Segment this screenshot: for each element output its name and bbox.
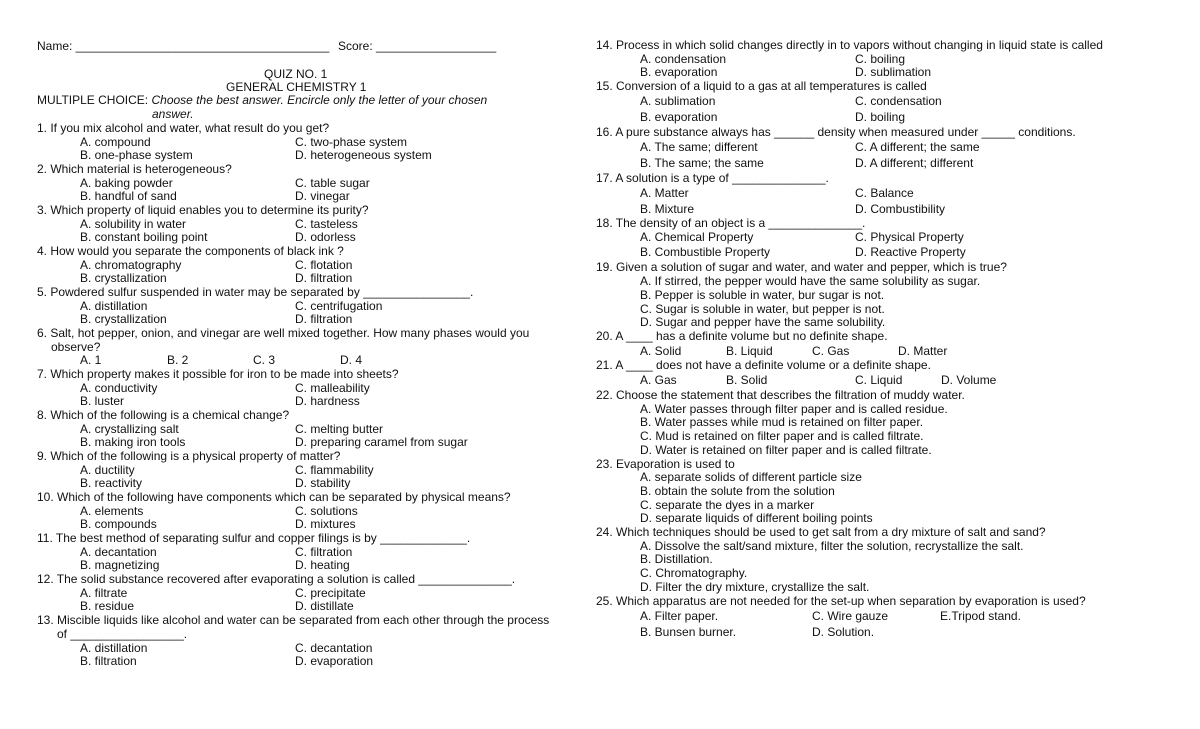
question-text: 3. Which property of liquid enables you to determine its purity? bbox=[37, 203, 369, 217]
choice-b[interactable]: B. 2 bbox=[167, 353, 189, 367]
question-text: 25. Which apparatus are not needed for the set-up when separation by evaporation is used? bbox=[596, 594, 1086, 608]
choice-a[interactable]: A. conductivity bbox=[80, 381, 158, 395]
choice-d[interactable]: D. Sugar and pepper have the same solubility. bbox=[640, 315, 886, 329]
choice-d[interactable]: D. mixtures bbox=[295, 517, 356, 531]
question-text: 11. The best method of separating sulfur and copper filings is by _____________. bbox=[37, 531, 471, 545]
choice-d[interactable]: D. Solution. bbox=[812, 625, 875, 639]
choice-c[interactable]: C. table sugar bbox=[295, 176, 370, 190]
choice-a[interactable]: A. Gas bbox=[640, 373, 677, 387]
question-text: 6. Salt, hot pepper, onion, and vinegar are well mixed together. How many phases would you bbox=[37, 326, 530, 340]
question-text: 1. If you mix alcohol and water, what result do you get? bbox=[37, 121, 330, 135]
choice-d[interactable]: D. 4 bbox=[340, 353, 363, 367]
choice-b[interactable]: B. magnetizing bbox=[80, 558, 160, 572]
choice-c[interactable]: C. boiling bbox=[855, 52, 906, 66]
choice-c[interactable]: C. decantation bbox=[295, 641, 373, 655]
question-text: 4. How would you separate the components of black ink ? bbox=[37, 244, 344, 258]
question-text: 7. Which property makes it possible for iron to be made into sheets? bbox=[37, 367, 399, 381]
choice-c[interactable]: C. Wire gauze bbox=[812, 609, 889, 623]
choice-d[interactable]: D. sublimation bbox=[855, 65, 932, 79]
choice-c[interactable]: C. Sugar is soluble in water, but pepper is not. bbox=[640, 302, 885, 316]
choice-a[interactable]: A. solubility in water bbox=[80, 217, 187, 231]
choice-a[interactable]: A. Water passes through filter paper and is called residue. bbox=[640, 402, 948, 416]
choice-b[interactable]: B. crystallization bbox=[80, 271, 167, 285]
choice-a[interactable]: A. elements bbox=[80, 504, 144, 518]
question-text: 21. A ____ does not have a definite volume or a definite shape. bbox=[596, 358, 931, 372]
choice-b[interactable]: B. Distillation. bbox=[640, 552, 713, 566]
choice-d[interactable]: D. Matter bbox=[898, 344, 948, 358]
choice-b[interactable]: B. The same; the same bbox=[640, 156, 764, 170]
choice-c[interactable]: C. separate the dyes in a marker bbox=[640, 498, 815, 512]
choice-b[interactable]: B. Liquid bbox=[726, 344, 773, 358]
choice-e[interactable]: E.Tripod stand. bbox=[940, 609, 1021, 623]
choice-a[interactable]: A. ductility bbox=[80, 463, 135, 477]
choice-d[interactable]: D. boiling bbox=[855, 110, 906, 124]
choice-b[interactable]: B. Mixture bbox=[640, 202, 695, 216]
question-text: 20. A ____ has a definite volume but no definite shape. bbox=[596, 329, 888, 343]
choice-b[interactable]: B. one-phase system bbox=[80, 148, 193, 162]
choice-a[interactable]: A. Solid bbox=[640, 344, 682, 358]
choice-b[interactable]: B. Combustible Property bbox=[640, 245, 771, 259]
choice-b[interactable]: B. Pepper is soluble in water, bur sugar is not. bbox=[640, 288, 885, 302]
choice-c[interactable]: C. 3 bbox=[253, 353, 276, 367]
choice-b[interactable]: B. constant boiling point bbox=[80, 230, 208, 244]
choice-d[interactable]: D. Filter the dry mixture, crystallize the salt. bbox=[640, 580, 870, 594]
choice-a[interactable]: A. filtrate bbox=[80, 586, 128, 600]
choice-a[interactable]: A. chromatography bbox=[80, 258, 182, 272]
choice-b[interactable]: B. evaporation bbox=[640, 65, 718, 79]
choice-b[interactable]: B. obtain the solute from the solution bbox=[640, 484, 835, 498]
choice-b[interactable]: B. crystallization bbox=[80, 312, 167, 326]
choice-b[interactable]: B. making iron tools bbox=[80, 435, 186, 449]
choice-c[interactable]: C. Balance bbox=[855, 186, 914, 200]
choice-d[interactable]: D. Reactive Property bbox=[855, 245, 966, 259]
choice-c[interactable]: C. flammability bbox=[295, 463, 374, 477]
question-text: 13. Miscible liquids like alcohol and water can be separated from each other through the process bbox=[37, 613, 550, 627]
question-text: 15. Conversion of a liquid to a gas at all temperatures is called bbox=[596, 79, 927, 93]
choice-b[interactable]: B. residue bbox=[80, 599, 135, 613]
choice-d[interactable]: D. Volume bbox=[941, 373, 997, 387]
choice-c[interactable]: C. tasteless bbox=[295, 217, 358, 231]
choice-c[interactable]: C. A different; the same bbox=[855, 140, 980, 154]
choice-d[interactable]: D. Water is retained on filter paper and is called filtrate. bbox=[640, 443, 932, 457]
choice-a[interactable]: A. 1 bbox=[80, 353, 102, 367]
choice-d[interactable]: D. filtration bbox=[295, 312, 353, 326]
question-text: 23. Evaporation is used to bbox=[596, 457, 735, 471]
question-text: 10. Which of the following have components which can be separated by physical means? bbox=[37, 490, 511, 504]
choice-a[interactable]: A. baking powder bbox=[80, 176, 173, 190]
choice-a[interactable]: A. The same; different bbox=[640, 140, 758, 154]
choice-a[interactable]: A. Chemical Property bbox=[640, 230, 754, 244]
choice-d[interactable]: D. odorless bbox=[295, 230, 356, 244]
choice-a[interactable]: A. distillation bbox=[80, 299, 148, 313]
choice-c[interactable]: C. condensation bbox=[855, 94, 942, 108]
choice-d[interactable]: D. distillate bbox=[295, 599, 354, 613]
choice-c[interactable]: C. filtration bbox=[295, 545, 353, 559]
choice-c[interactable]: C. Physical Property bbox=[855, 230, 964, 244]
choice-c[interactable]: C. Gas bbox=[812, 344, 850, 358]
choice-c[interactable]: C. centrifugation bbox=[295, 299, 383, 313]
choice-a[interactable]: A. Filter paper. bbox=[640, 609, 719, 623]
section-label: MULTIPLE CHOICE: bbox=[37, 93, 149, 107]
question-text: 8. Which of the following is a chemical change? bbox=[37, 408, 290, 422]
choice-d[interactable]: D. heating bbox=[295, 558, 350, 572]
choice-a[interactable]: A. Matter bbox=[640, 186, 689, 200]
choice-a[interactable]: A. crystallizing salt bbox=[80, 422, 179, 436]
choice-b[interactable]: B. luster bbox=[80, 394, 125, 408]
question-text: 19. Given a solution of sugar and water, and water and pepper, which is true? bbox=[596, 260, 1007, 274]
question-text: 22. Choose the statement that describes the filtration of muddy water. bbox=[596, 388, 965, 402]
choice-b[interactable]: B. filtration bbox=[80, 654, 137, 668]
choice-a[interactable]: A. condensation bbox=[640, 52, 727, 66]
question-text: 14. Process in which solid changes directly in to vapors without changing in liquid state is called bbox=[596, 38, 1103, 52]
choice-c[interactable]: C. precipitate bbox=[295, 586, 366, 600]
choice-c[interactable]: C. malleability bbox=[295, 381, 370, 395]
question-text-cont: of _________________. bbox=[57, 627, 188, 641]
choice-b[interactable]: B. reactivity bbox=[80, 476, 143, 490]
question-text-cont: observe? bbox=[51, 340, 101, 354]
choice-c[interactable]: C. Mud is retained on filter paper and is called filtrate. bbox=[640, 429, 924, 443]
name-field-label: Name: ______________________________________ bbox=[37, 39, 330, 53]
choice-d[interactable]: D. separate liquids of different boiling points bbox=[640, 511, 873, 525]
choice-b[interactable]: B. evaporation bbox=[640, 110, 718, 124]
choice-d[interactable]: D. filtration bbox=[295, 271, 353, 285]
choice-b[interactable]: B. compounds bbox=[80, 517, 157, 531]
instructions-line1: Choose the best answer. Encircle only the letter of your chosen bbox=[151, 93, 488, 107]
choice-d[interactable]: D. stability bbox=[295, 476, 351, 490]
score-field-label: Score: __________________ bbox=[338, 39, 497, 53]
choice-a[interactable]: A. If stirred, the pepper would have the same solubility as sugar. bbox=[640, 274, 981, 288]
choice-d[interactable]: D. Combustibility bbox=[855, 202, 946, 216]
question-text: 17. A solution is a type of ______________. bbox=[596, 171, 829, 185]
choice-b[interactable]: B. Solid bbox=[726, 373, 768, 387]
question-text: 16. A pure substance always has ______ density when measured under _____ conditions. bbox=[596, 125, 1076, 139]
choice-c[interactable]: C. two-phase system bbox=[295, 135, 408, 149]
question-text: 18. The density of an object is a ______________. bbox=[596, 216, 866, 230]
choice-a[interactable]: A. decantation bbox=[80, 545, 157, 559]
choice-d[interactable]: D. vinegar bbox=[295, 189, 350, 203]
question-text: 24. Which techniques should be used to get salt from a dry mixture of salt and sand? bbox=[596, 525, 1046, 539]
choice-c[interactable]: C. solutions bbox=[295, 504, 358, 518]
choice-b[interactable]: B. Bunsen burner. bbox=[640, 625, 737, 639]
choice-c[interactable]: C. Chromatography. bbox=[640, 566, 748, 580]
choice-d[interactable]: D. evaporation bbox=[295, 654, 374, 668]
instructions bbox=[37, 93, 487, 107]
subject-title: GENERAL CHEMISTRY 1 bbox=[226, 80, 367, 94]
question-text: 12. The solid substance recovered after evaporating a solution is called ______________. bbox=[37, 572, 516, 586]
choice-b[interactable]: B. Water passes while mud is retained on filter paper. bbox=[640, 415, 924, 429]
choice-c[interactable]: C. flotation bbox=[295, 258, 353, 272]
choice-a[interactable]: A. separate solids of different particle size bbox=[640, 470, 862, 484]
choice-d[interactable]: D. hardness bbox=[295, 394, 360, 408]
choice-c[interactable]: C. Liquid bbox=[855, 373, 903, 387]
choice-a[interactable]: A. distillation bbox=[80, 641, 148, 655]
question-text: 5. Powdered sulfur suspended in water may be separated by ________________. bbox=[37, 285, 474, 299]
question-text: 9. Which of the following is a physical property of matter? bbox=[37, 449, 341, 463]
choice-d[interactable]: D. heterogeneous system bbox=[295, 148, 432, 162]
instructions-line2: answer. bbox=[152, 107, 194, 121]
choice-a[interactable]: A. compound bbox=[80, 135, 151, 149]
choice-a[interactable]: A. sublimation bbox=[640, 94, 716, 108]
quiz-title: QUIZ NO. 1 bbox=[264, 67, 328, 81]
choice-d[interactable]: D. A different; different bbox=[855, 156, 974, 170]
choice-d[interactable]: D. preparing caramel from sugar bbox=[295, 435, 468, 449]
choice-c[interactable]: C. melting butter bbox=[295, 422, 384, 436]
question-text: 2. Which material is heterogeneous? bbox=[37, 162, 232, 176]
choice-a[interactable]: A. Dissolve the salt/sand mixture, filter the solution, recrystallize the salt. bbox=[640, 539, 1024, 553]
choice-b[interactable]: B. handful of sand bbox=[80, 189, 177, 203]
